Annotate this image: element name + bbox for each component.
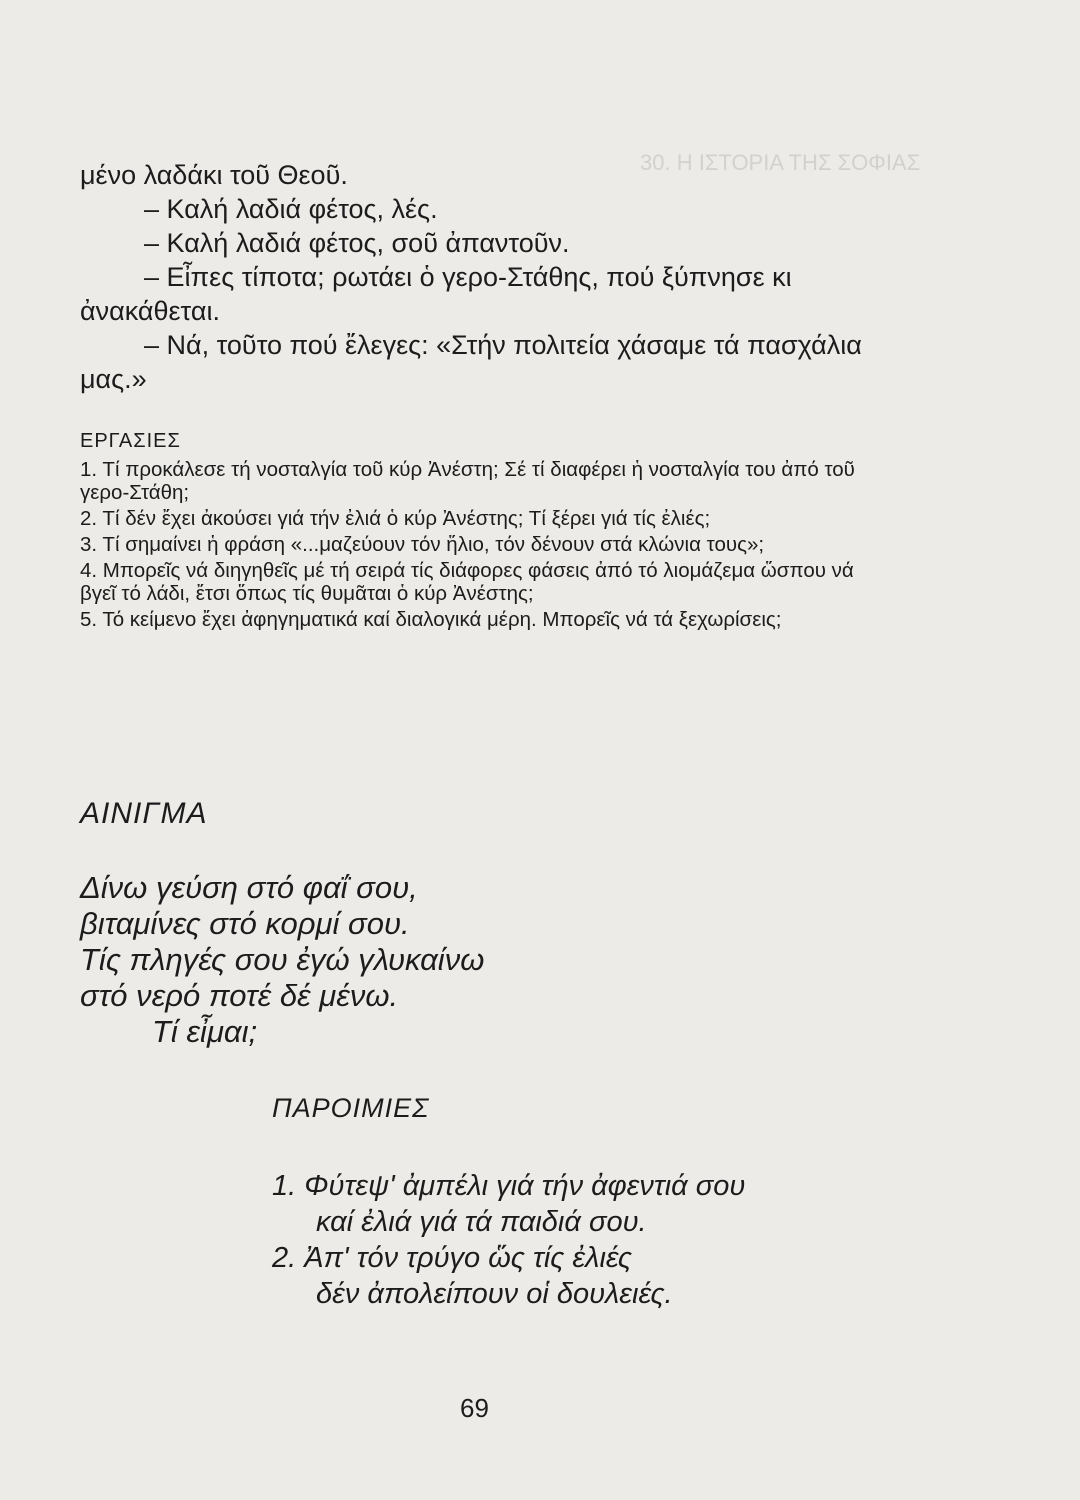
riddle-question: Τί εἶμαι;: [152, 1014, 258, 1049]
riddle-line: Δίνω γεύση στό φαΐ σου,: [80, 870, 418, 905]
story-text: [80, 158, 892, 396]
proverb-line: 1. Φύτεψ' ἀμπέλι γιά τήν ἀφεντιά σου: [272, 1170, 746, 1202]
exercise-item: 1. Τί προκάλεσε τή νοσταλγία τοῦ κύρ Ἀνέστη; Σέ τί διαφέρει ἡ νοσταλγία του ἀπό τοῦ γερο-Στάθη;: [80, 458, 855, 504]
dialogue-line: – Νά, τοῦτο πού ἔλεγες: «Στήν πολιτεία χάσαμε τά πασχάλια μας.»: [80, 330, 862, 394]
riddle-verse: [80, 870, 484, 1050]
riddle-line: στό νερό ποτέ δέ μένω.: [80, 978, 399, 1013]
riddle-line: βιταμίνες στό κορμί σου.: [80, 906, 410, 941]
proverbs-list: [272, 1168, 745, 1312]
exercises-heading: ΕΡΓΑΣΙΕΣ: [80, 430, 181, 452]
dialogue-line: – Εἶπες τίποτα; ρωτάει ὁ γερο-Στάθης, πού ξύπνησε κι ἀνακάθεται.: [80, 262, 792, 326]
riddle-line: Τίς πληγές σου ἐγώ γλυκαίνω: [80, 942, 485, 977]
exercises-list: [80, 458, 892, 634]
dialogue-line: – Καλή λαδιά φέτος, σοῦ ἀπαντοῦν.: [144, 228, 570, 258]
dialogue-line: – Καλή λαδιά φέτος, λές.: [144, 194, 438, 224]
story-paragraph: μένο λαδάκι τοῦ Θεοῦ.: [80, 160, 348, 190]
exercise-item: 4. Μπορεῖς νά διηγηθεῖς μέ τή σειρά τίς διάφορες φάσεις ἀπό τό λιομάζεμα ὥσπου νά βγεῖ τό λάδι, ἔτσι ὅπως τίς θυμᾶται ὁ κύρ Ἀνέστης;: [80, 559, 854, 605]
page-number: 69: [460, 1393, 489, 1423]
proverbs-title: ΠΑΡΟΙΜΙΕΣ: [272, 1093, 430, 1123]
bleed-through-header: 30. Η ΙΣΤΟΡΙΑ ΤΗΣ ΣΟΦΙΑΣ: [640, 150, 921, 175]
proverb-line: καί ἐλιά γιά τά παιδιά σου.: [316, 1206, 647, 1238]
exercise-item: 3. Τί σημαίνει ἡ φράση «...μαζεύουν τόν ἥλιο, τόν δένουν στά κλώνια τους»;: [80, 533, 765, 556]
proverb-line: 2. Ἀπ' τόν τρύγο ὥς τίς ἐλιές: [272, 1242, 632, 1274]
exercise-item: 5. Τό κείμενο ἔχει ἀφηγηματικά καί διαλογικά μέρη. Μπορεῖς νά τά ξεχωρίσεις;: [80, 608, 782, 631]
exercise-item: 2. Τί δέν ἔχει ἀκούσει γιά τήν ἐλιά ὁ κύρ Ἀνέστης; Τί ξέρει γιά τίς ἐλιές;: [80, 507, 711, 530]
proverb-line: δέν ἀπολείπουν οἱ δουλειές.: [316, 1278, 673, 1310]
riddle-title: ΑΙΝΙΓΜΑ: [80, 797, 208, 830]
